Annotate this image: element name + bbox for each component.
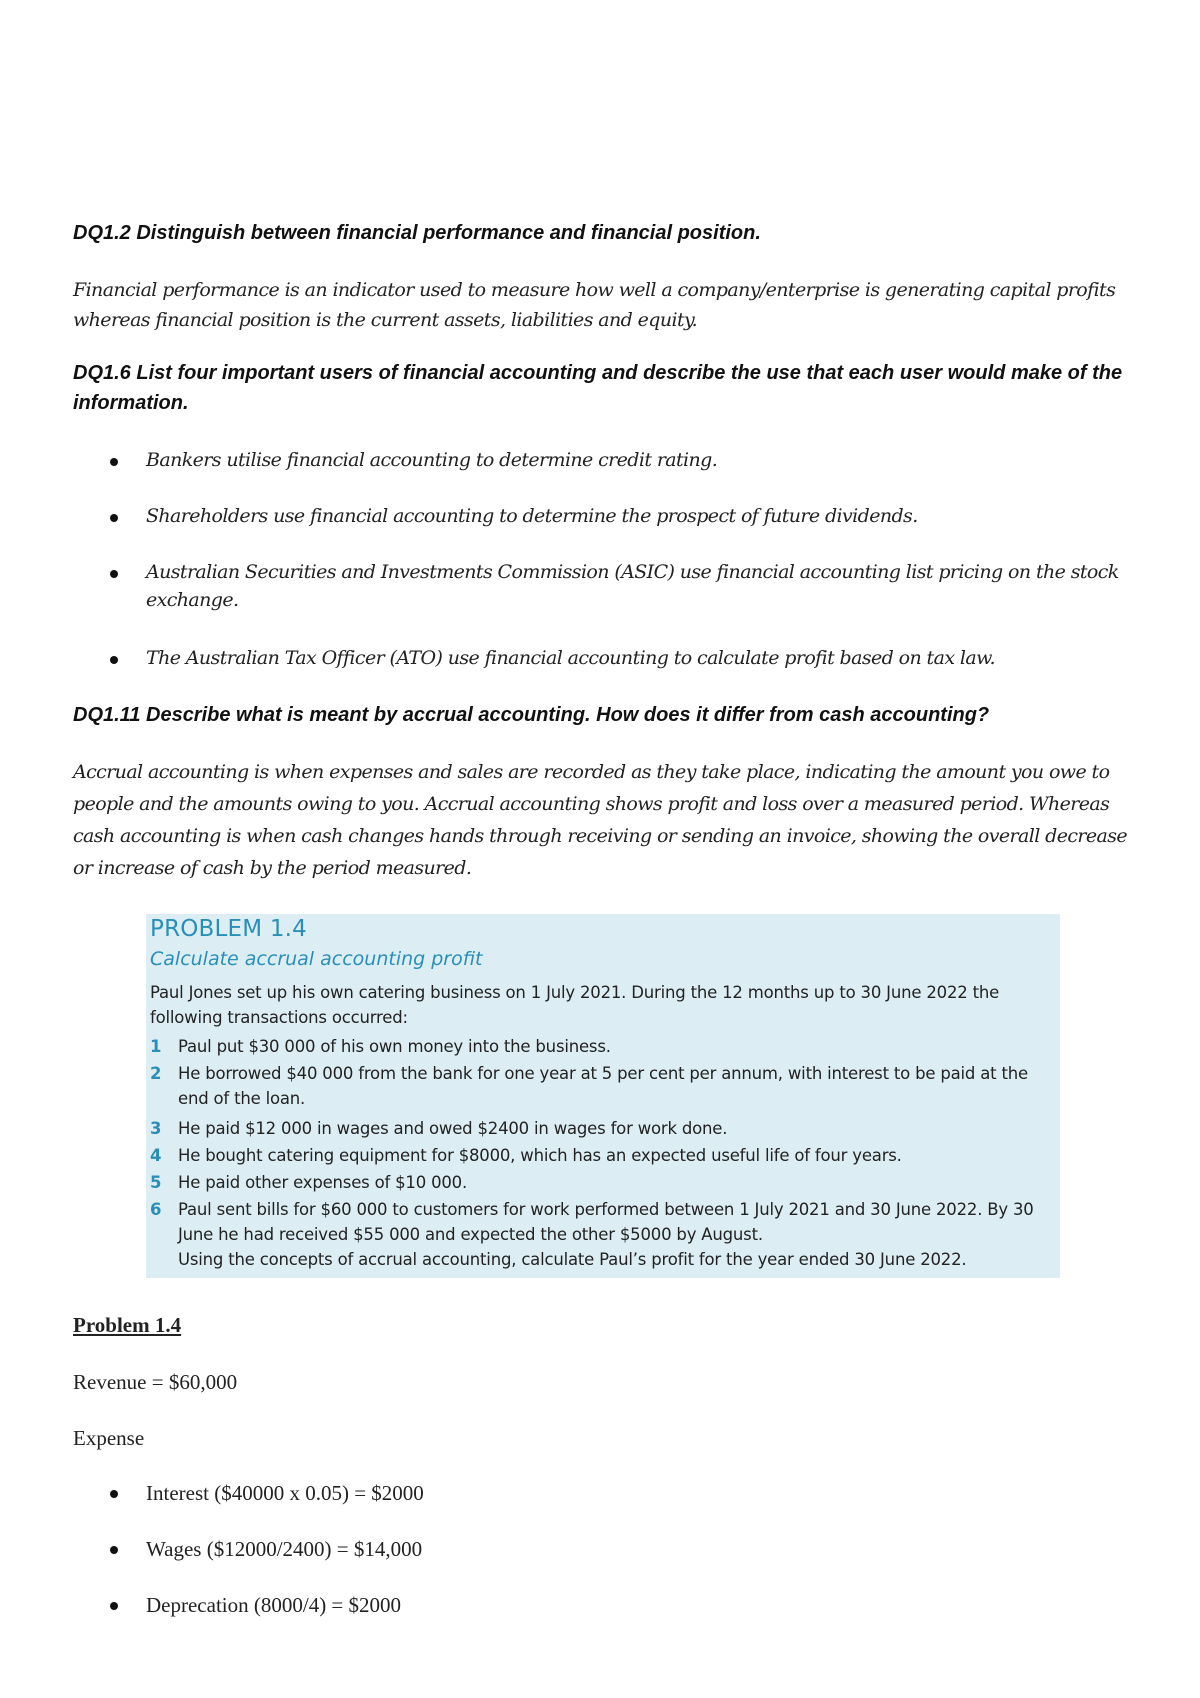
question-dq1-11: DQ1.11 Describe what is meant by accrual accounting. How does it differ from cash accounting? (73, 704, 990, 726)
bullet-icon (110, 458, 118, 466)
item-text: He paid $12 000 in wages and owed $2400 in wages for work done. (178, 1119, 728, 1138)
item-number: 3 (150, 1119, 162, 1138)
bullet-icon (110, 1602, 118, 1610)
bullet-icon (110, 1546, 118, 1554)
question-dq1-6: DQ1.6 List four important users of financial accounting and describe the use that each user would make of the information. (73, 362, 1123, 414)
item-number: 4 (150, 1146, 162, 1165)
item-text: He bought catering equipment for $8000, which has an expected useful life of four years. (178, 1146, 902, 1165)
item-text: He borrowed $40 000 from the bank for one year at 5 per cent per annum, with interest to be paid at the end of the loan. (178, 1064, 1028, 1108)
question-dq1-2: DQ1.2 Distinguish between financial performance and financial position. (73, 222, 761, 244)
expense-item: Interest ($40000 x 0.05) = $2000 (146, 1481, 424, 1505)
problem-subtitle: Calculate accrual accounting profit (150, 948, 483, 970)
problem-closing: Using the concepts of accrual accounting, calculate Paul’s profit for the year ended 30 June 2022. (178, 1250, 967, 1269)
answer-dq1-2: Financial performance is an indicator used to measure how well a company/enterprise is generating capital profits whereas financial position is the current assets, liabilities and equity. (73, 279, 1116, 331)
item-number: 1 (150, 1037, 162, 1056)
item-text: He paid other expenses of $10 000. (178, 1173, 468, 1192)
bullet-icon (110, 570, 118, 578)
bullet-icon (110, 1490, 118, 1498)
item-text: Paul put $30 000 of his own money into the business. (178, 1037, 611, 1056)
bullet-icon (110, 656, 118, 664)
item-number: 5 (150, 1173, 162, 1192)
solution-heading: Problem 1.4 (73, 1313, 182, 1337)
item-number: 2 (150, 1064, 162, 1083)
list-item-text: Shareholders use financial accounting to determine the prospect of future dividends. (146, 505, 918, 527)
list-item-text: Australian Securities and Investments Commission (ASIC) use financial accounting list pricing on the stock exchange. (146, 561, 1119, 611)
expense-label: Expense (73, 1426, 145, 1450)
item-text: Paul sent bills for $60 000 to customers for work performed between 1 July 2021 and 30 June 2022. By 30 June he had received $55 000 and expected the other $5000 by August. (178, 1200, 1034, 1244)
expense-item: Wages ($12000/2400) = $14,000 (146, 1537, 423, 1561)
item-number: 6 (150, 1200, 162, 1219)
list-item-text: Bankers utilise financial accounting to determine credit rating. (146, 449, 718, 471)
bullet-icon (110, 514, 118, 522)
problem-title: PROBLEM 1.4 (150, 916, 308, 942)
revenue-line: Revenue = $60,000 (73, 1370, 238, 1394)
answer-dq1-11: Accrual accounting is when expenses and sales are recorded as they take place, indicating the amount you owe to people and the amounts owing to you. Accrual accounting shows profit and loss over a measured period. Whereas cash accounting is when cash changes hands through receiving or sending an invoice, showing the overall decrease or increase of cash by the period measured. (73, 761, 1128, 879)
problem-intro: Paul Jones set up his own catering business on 1 July 2021. During the 12 months up to 30 June 2022 the following transactions occurred: (150, 983, 1000, 1027)
expense-item: Deprecation (8000/4) = $2000 (146, 1593, 402, 1617)
problem-box (146, 914, 1060, 1278)
list-item-text: The Australian Tax Officer (ATO) use financial accounting to calculate profit based on tax law. (146, 647, 995, 669)
